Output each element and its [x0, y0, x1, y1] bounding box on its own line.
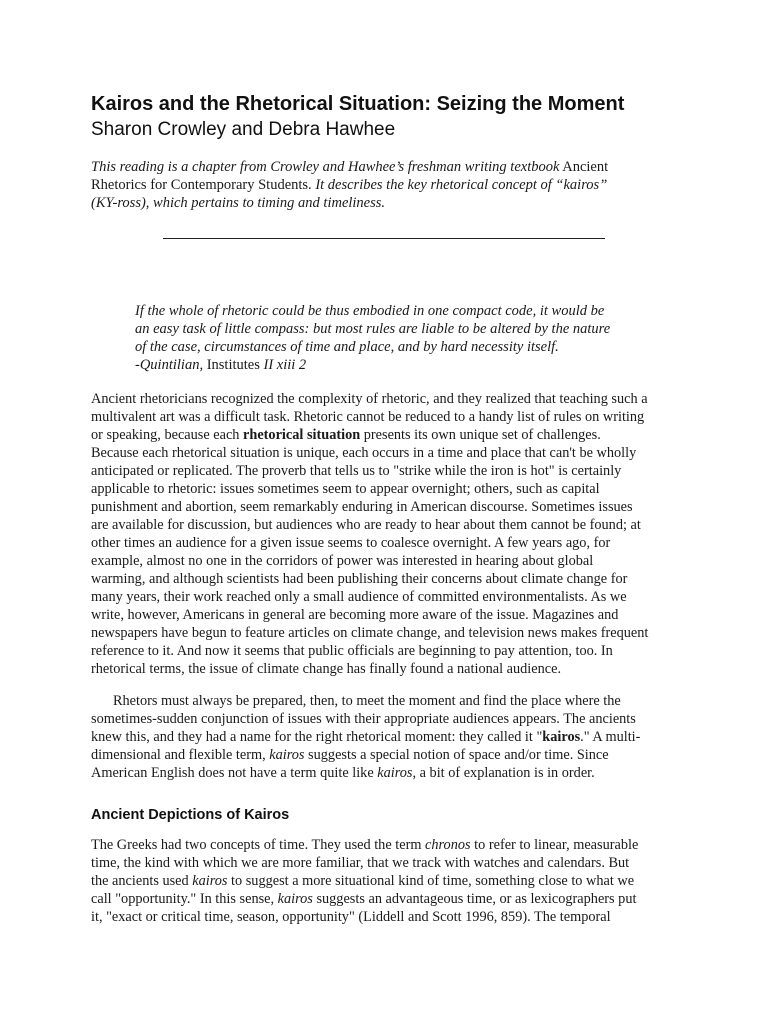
- text-run: or speaking, because each: [91, 427, 244, 443]
- paragraph-line: write, however, Americans in general are becoming more aware of the issue. Magazines and: [91, 607, 619, 623]
- paragraph-line: [91, 872, 691, 890]
- paragraph-line: punishment and abortion, seem remarkably enduring in American discourse. Sometimes issues: [91, 499, 633, 515]
- epigraph-attribution: [135, 356, 655, 374]
- epigraph-line: of the case, circumstances of time and place, and by hard necessity itself.: [135, 339, 559, 355]
- text-run: ." A multi-: [580, 729, 641, 745]
- horizontal-divider: [163, 238, 605, 239]
- intro-line: [91, 176, 651, 194]
- epigraph-line: If the whole of rhetoric could be thus embodied in one compact code, it would be: [135, 303, 605, 319]
- intro-note: [91, 158, 651, 212]
- paragraph-line: reference to it. And now it seems that public officials are beginning to pay attention, too. In: [91, 643, 613, 659]
- document-authors: Sharon Crowley and Debra Hawhee: [91, 119, 396, 140]
- text-run: suggests a special notion of space and/or time. Since: [304, 747, 609, 763]
- paragraph-line: [91, 426, 691, 444]
- text-run: , a bit of explanation is in order.: [412, 765, 595, 781]
- epigraph-quote: [135, 302, 655, 374]
- paragraph-line: newspapers have begun to feature articles on climate change, and television news makes frequent: [91, 625, 649, 641]
- section-heading: Ancient Depictions of Kairos: [91, 807, 290, 823]
- paragraph-3: [91, 836, 691, 926]
- paragraph-line: Ancient rhetoricians recognized the complexity of rhetoric, and they realized that teaching such a: [91, 391, 648, 407]
- text-run: The Greeks had two concepts of time. They used the term: [91, 837, 426, 853]
- text-run: American English does not have a term quite like: [91, 765, 378, 781]
- bold-term: kairos: [542, 729, 581, 745]
- paragraph-2: [91, 692, 691, 782]
- attribution-author: -Quintilian,: [135, 357, 204, 373]
- attribution-work: Institutes: [203, 357, 264, 373]
- text-run: the ancients used: [91, 873, 193, 889]
- italic-term: chronos: [425, 837, 471, 853]
- text-run: dimensional and flexible term,: [91, 747, 270, 763]
- paragraph-line: rhetorical terms, the issue of climate change has finally found a national audience.: [91, 661, 562, 677]
- paragraph-line: it, "exact or critical time, season, opportunity" (Liddell and Scott 1996, 859). The temporal: [91, 909, 611, 925]
- italic-term: kairos: [269, 747, 305, 763]
- paragraph-line: many years, their work reached only a small audience of committed environmentalists. As we: [91, 589, 627, 605]
- intro-text: This reading is a chapter from Crowley and Hawhee’s freshman writing textbook: [91, 159, 560, 175]
- paragraph-line: time, the kind with which we are more familiar, that we track with watches and calendars. But: [91, 855, 630, 871]
- text-run: to refer to linear, measurable: [470, 837, 639, 853]
- intro-book-title: Rhetorics for Contemporary Students.: [91, 177, 312, 193]
- paragraph-line: warming, and although scientists had been publishing their concerns about climate change for: [91, 571, 628, 587]
- italic-term: kairos: [377, 765, 413, 781]
- intro-line: [91, 194, 651, 212]
- bold-term: rhetorical situation: [243, 427, 361, 443]
- paragraph-line: [91, 728, 691, 746]
- paragraph-line: [91, 836, 691, 854]
- paragraph-1: [91, 390, 691, 678]
- document-title: Kairos and the Rhetorical Situation: Seizing the Moment: [91, 93, 625, 115]
- intro-text: (KY-ross), which pertains to timing and timeliness.: [91, 195, 386, 211]
- intro-book-title: Ancient: [559, 159, 609, 175]
- paragraph-line: applicable to rhetoric: issues sometimes seem to appear overnight; others, such as capital: [91, 481, 600, 497]
- paragraph-line: anticipated or replicated. The proverb that tells us to "strike while the iron is hot" is certainly: [91, 463, 622, 479]
- intro-text: It describes the key rhetorical concept of “kairos”: [311, 177, 608, 193]
- attribution-citation: II xiii 2: [263, 357, 307, 373]
- epigraph-line: an easy task of little compass: but most rules are liable to be altered by the nature: [135, 321, 611, 337]
- paragraph-line: Rhetors must always be prepared, then, to meet the moment and find the place where the: [113, 693, 621, 709]
- paragraph-line: example, almost no one in the corridors of power was interested in hearing about global: [91, 553, 594, 569]
- text-run: suggests an advantageous time, or as lexicographers put: [312, 891, 637, 907]
- paragraph-line: multivalent art was a difficult task. Rhetoric cannot be reduced to a handy list of rules on writing: [91, 409, 645, 425]
- paragraph-line: Because each rhetorical situation is unique, each occurs in a time and place that can't be wholly: [91, 445, 637, 461]
- italic-term: kairos: [277, 891, 313, 907]
- paragraph-line: [91, 890, 691, 908]
- paragraph-line: other times an audience for a given issue seems to coalesce overnight. A few years ago, for: [91, 535, 611, 551]
- italic-term: kairos: [192, 873, 228, 889]
- paragraph-line: are available for discussion, but audiences who are ready to hear about them cannot be found; at: [91, 517, 641, 533]
- paragraph-line: [91, 746, 691, 764]
- text-run: presents its own unique set of challenges.: [360, 427, 601, 443]
- paragraph-line: [91, 764, 691, 782]
- paragraph-line: sometimes-sudden conjunction of issues with their appropriate audiences appears. The ancients: [91, 711, 636, 727]
- text-run: call "opportunity." In this sense,: [91, 891, 278, 907]
- text-run: to suggest a more situational kind of time, something close to what we: [227, 873, 635, 889]
- intro-line: [91, 158, 651, 176]
- text-run: knew this, and they had a name for the right rhetorical moment: they called it ": [91, 729, 543, 745]
